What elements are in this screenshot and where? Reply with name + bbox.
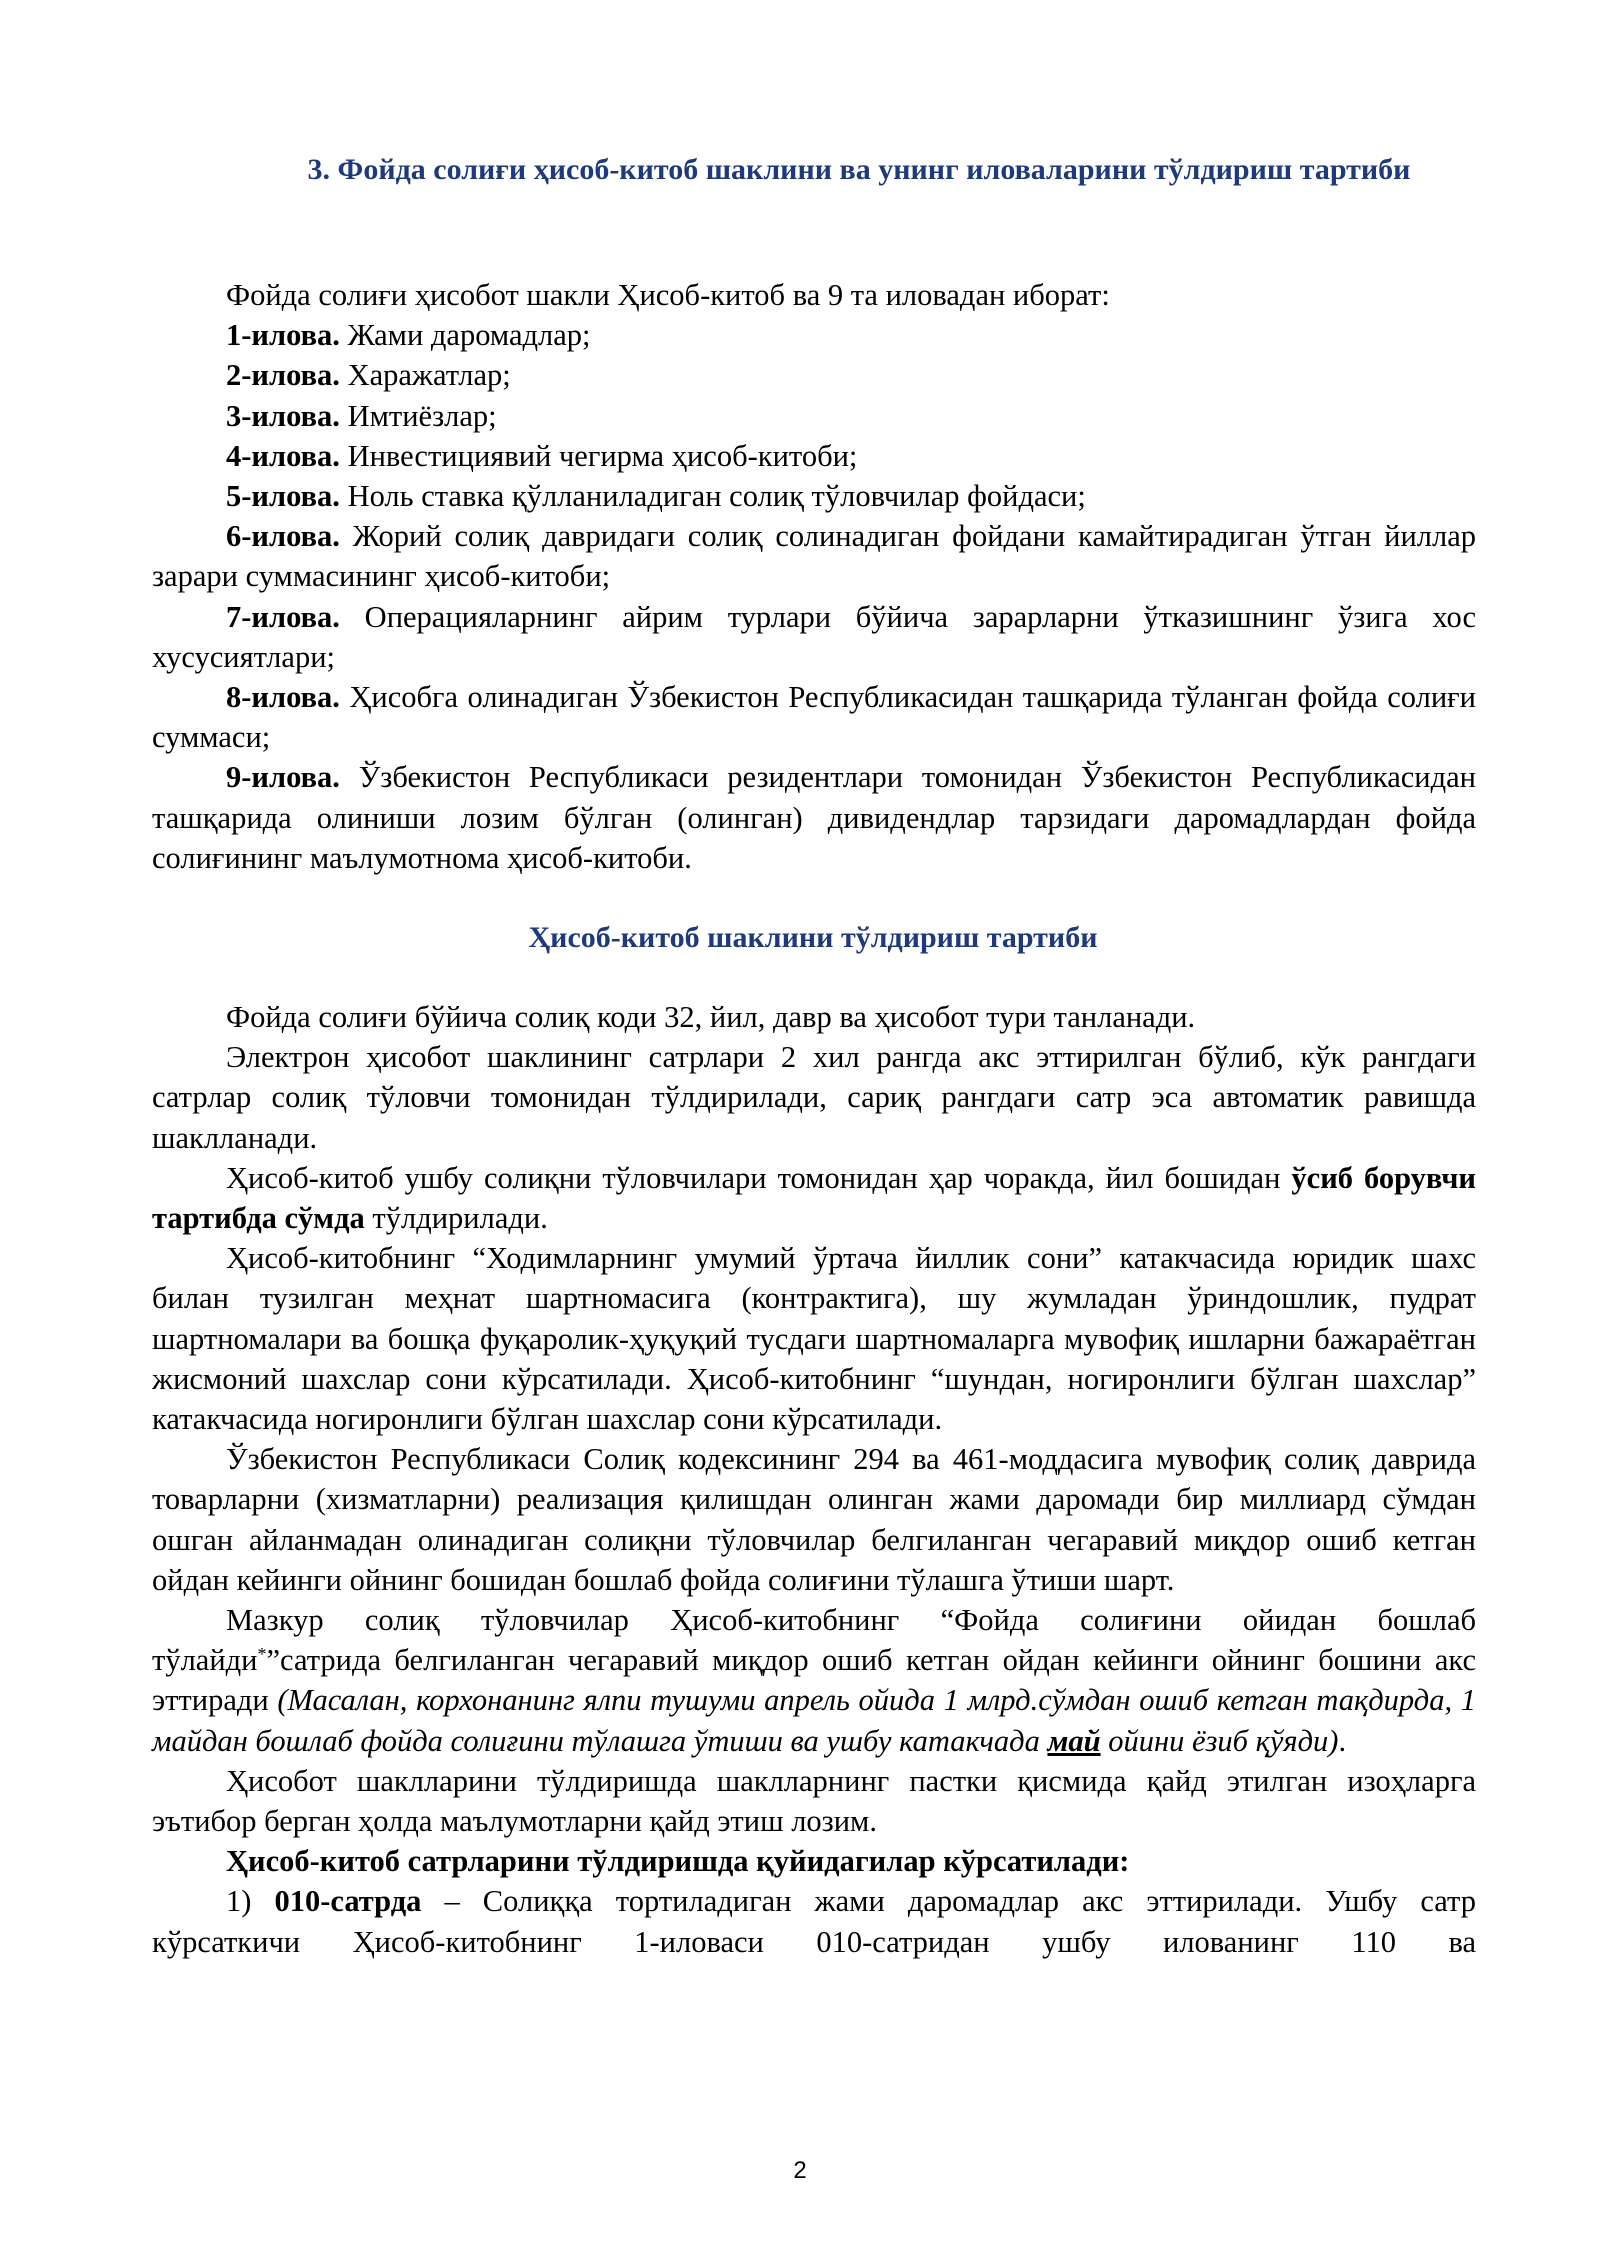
annex-item <box>152 597 1476 677</box>
text-run: 1) <box>226 1884 275 1919</box>
text-run: Ҳисоб-китоб ушбу солиқни тўловчилари томонидан ҳар чоракда, йил бошидан <box>226 1160 1292 1195</box>
annex-label: 6-илова. <box>226 519 340 554</box>
text-run: ”сатрида белгиланган чегаравий миқдор ошиб кетган ойдан кейинги ойнинг бошини акс эттиради <box>152 1643 1476 1718</box>
annex-item <box>152 315 1476 355</box>
annex-text: Харажатлар; <box>339 358 511 393</box>
page-number: 2 <box>793 2157 807 2184</box>
subheading: Ҳисоб-китоб шаклини тўлдириш тартиби <box>528 921 1098 954</box>
annex-text: Ҳисобга олинадиган Ўзбекистон Республикасидан ташқарида тўланган фойда солиғи суммаси; <box>152 680 1476 755</box>
annex-item <box>152 677 1476 757</box>
text-run: тўлдирилади. <box>364 1201 548 1236</box>
underlined-month: май <box>1047 1723 1101 1758</box>
annex-item <box>152 516 1476 596</box>
annex-item <box>152 396 1476 436</box>
annex-item <box>152 355 1476 395</box>
annex-list-block <box>152 275 1476 878</box>
annex-text: Инвестициявий чегирма ҳисоб-китоби; <box>339 438 858 473</box>
paragraph-tax-code-articles: Ўзбекистон Республикаси Солиқ кодексининг 294 ва 461-моддасига мувофиқ солиқ даврида товарларни (хизматларни) реализация қилишдан олинган жами даромади бир миллиард сўмдан ошган айланмадан олинадиган солиқни тўловчилар белгиланган чегаравий миқдор ошиб кетган ойдан кейинги ойнинг бошидан бошлаб фойда солиғини тўлашга ўтиши шарт. <box>152 1442 1476 1597</box>
intro-paragraph: Фойда солиғи ҳисобот шакли Ҳисоб-китоб ва 9 та иловадан иборат: <box>226 278 1110 312</box>
paragraph-tax-code: Фойда солиғи бўйича солиқ коди 32, йил, давр ва ҳисобот тури танланади. <box>226 1000 1196 1034</box>
paragraph-rows-heading: Ҳисоб-китоб сатрларини тўлдиришда қуйидагилар кўрсатилади: <box>226 1844 1130 1879</box>
text-run: Мазкур солиқ тўловчилар Ҳисоб-китобнинг “Фойда солиғини ойидан бошлаб тўлайди <box>152 1603 1476 1678</box>
annex-text: Жорий солиқ давридаги солиқ солинадиган фойдани камайтирадиган ўтган йиллар зарари суммасининг ҳисоб-китоби; <box>152 519 1476 594</box>
paragraph-quarterly <box>152 1158 1476 1238</box>
annex-label: 9-илова. <box>226 760 340 795</box>
annex-item <box>152 476 1476 516</box>
paragraph-row-colors: Электрон ҳисобот шаклининг сатрлари 2 хил рангда акс эттирилган бўлиб, кўк рангдаги сатрлар солиқ тўловчи томонидан тўлдирилади, сариқ рангдаги сатр эса автоматик равишда шаклланади. <box>152 1040 1476 1155</box>
section-heading: 3. Фойда солиғи ҳисоб-китоб шаклини ва унинг иловаларини тўлдириш тартиби <box>307 153 1411 186</box>
text-run: (Масалан, корхонанинг ялпи тушуми апрель ойида 1 млрд.сўмдан ошиб кетган тақдирда, 1 майдан бошлаб фойда солиғини тўлашга ўтиши ва ушбу катакчада <box>152 1683 1476 1758</box>
annex-item <box>152 436 1476 476</box>
bold-run: 010-сатрда <box>274 1884 422 1919</box>
text-run: . <box>1338 1723 1347 1758</box>
bold-run: ўсиб борувчи тартибда сўмда <box>152 1160 1476 1236</box>
footnote-mark: * <box>257 1644 267 1665</box>
annex-label: 4-илова. <box>226 438 340 473</box>
paragraph-transition-month <box>152 1600 1476 1761</box>
annex-label: 2-илова. <box>226 358 340 393</box>
annex-text: Операцияларнинг айрим турлари бўйича зарарларни ўтказишнинг ўзига хос хусусиятлари; <box>152 599 1476 674</box>
annex-text: Жами даромадлар; <box>339 318 591 353</box>
text-run: – Солиққа тортиладиган жами даромадлар акс эттирилади. Ушбу сатр кўрсаткичи Ҳисоб-китобнинг 1-иловаси 010-сатридан ушбу илованинг 110 ва <box>152 1884 1476 1959</box>
annex-text: Ўзбекистон Республикаси резидентлари томонидан Ўзбекистон Республикасидан ташқарида олиниши лозим бўлган (олинган) дивидендлар тарзидаги даромадлардан фойда солиғининг маълумотнома ҳисоб-китоби. <box>152 760 1476 875</box>
annex-label: 1-илова. <box>226 318 340 353</box>
annex-text: Ноль ставка қўлланиладиган солиқ тўловчилар фойдаси; <box>339 479 1086 514</box>
annex-label: 5-илова. <box>226 479 340 514</box>
paragraph-row-010 <box>152 1881 1476 1961</box>
annex-label: 7-илова. <box>226 599 340 634</box>
example-italic <box>152 1683 1476 1757</box>
instructions-block <box>152 997 1476 1962</box>
annex-label: 3-илова. <box>226 398 340 433</box>
annex-text: Имтиёзлар; <box>339 398 497 433</box>
annex-item <box>152 757 1476 878</box>
annex-label: 8-илова. <box>226 680 340 715</box>
paragraph-notes: Ҳисобот шаклларини тўлдиришда шаклларнинг пастки қисмида қайд этилган изоҳларга эътибор берган ҳолда маълумотларни қайд этиш лозим. <box>152 1763 1476 1839</box>
text-run: ойини ёзиб қўяди) <box>1100 1723 1339 1758</box>
paragraph-employees: Ҳисоб-китобнинг “Ходимларнинг умумий ўртача йиллик сони” катакчасида юридик шахс билан тузилган меҳнат шартномасига (контрактига), шу жумладан ўриндошлик, пудрат шартномалари ва бошқа фуқаролик-ҳуқуқий тусдаги шартномаларга мувофиқ ишларни бажараётган жисмоний шахслар сони кўрсатилади. Ҳисоб-китобнинг “шундан, ногиронлиги бўлган шахслар” катакчасида ногиронлиги бўлган шахслар сони кўрсатилади. <box>152 1241 1476 1437</box>
